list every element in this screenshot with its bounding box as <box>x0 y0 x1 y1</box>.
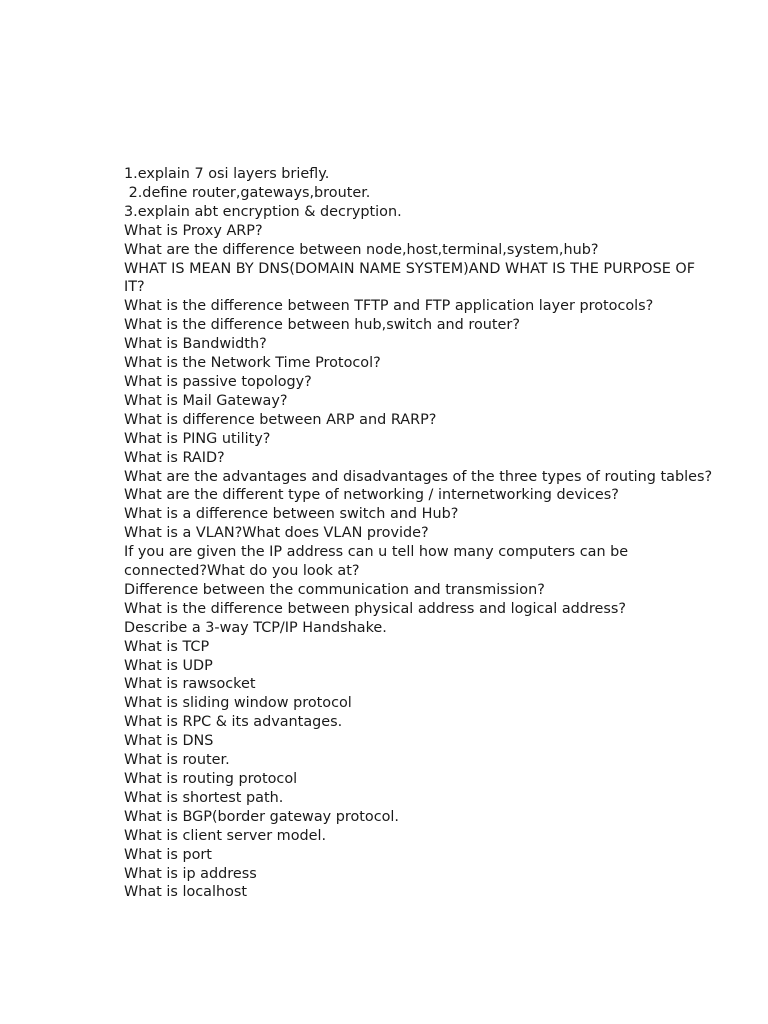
question-line: Difference between the communication and transmission? <box>124 581 545 598</box>
question-line: What is shortest path. <box>124 789 284 806</box>
question-line: What is PING utility? <box>124 430 271 447</box>
question-line: What is the difference between hub,switch and router? <box>124 317 520 334</box>
question-line: What is passive topology? <box>124 373 312 390</box>
question-line: What is the Network Time Protocol? <box>124 355 381 372</box>
question-line: What is Bandwidth? <box>124 336 267 353</box>
question-line: Describe a 3-way TCP/IP Handshake. <box>124 619 387 636</box>
question-line: What is ip address <box>124 865 257 882</box>
question-line: What is the difference between physical address and logical address? <box>124 600 627 617</box>
question-line: What is RPC & its advantages. <box>124 714 343 731</box>
question-line: What is RAID? <box>124 449 225 466</box>
question-line: What is BGP(border gateway protocol. <box>124 808 400 825</box>
question-line: What is the difference between TFTP and FTP application layer protocols? <box>124 298 654 315</box>
question-line: What are the different type of networking / internetworking devices? <box>124 487 619 504</box>
question-line: What is Proxy ARP? <box>124 222 263 239</box>
question-line: What is UDP <box>124 657 213 674</box>
question-line: 1.explain 7 osi layers briefly. <box>124 166 330 182</box>
question-line: What is router. <box>124 752 230 769</box>
question-line: What is sliding window protocol <box>124 695 352 712</box>
question-list <box>124 165 714 902</box>
question-line: What is client server model. <box>124 827 327 844</box>
question-line: What is port <box>124 846 212 863</box>
question-line: What is rawsocket <box>124 676 256 693</box>
question-line: What are the advantages and disadvantages of the three types of routing tables? <box>124 468 713 485</box>
question-line: If you are given the IP address can u tell how many computers can be connected?What do you look at? <box>124 544 633 580</box>
question-line: WHAT IS MEAN BY DNS(DOMAIN NAME SYSTEM)AND WHAT IS THE PURPOSE OF IT? <box>124 260 700 296</box>
question-line: What are the difference between node,host,terminal,system,hub? <box>124 241 599 258</box>
question-line: What is difference between ARP and RARP? <box>124 411 437 428</box>
question-line: What is localhost <box>124 884 248 901</box>
question-line: What is routing protocol <box>124 771 298 787</box>
question-line: What is TCP <box>124 638 210 655</box>
question-line: 2.define router,gateways,brouter. <box>124 184 371 201</box>
question-line: What is DNS <box>124 733 214 750</box>
question-line: What is a difference between switch and Hub? <box>124 506 459 523</box>
question-line: What is a VLAN?What does VLAN provide? <box>124 525 429 542</box>
question-line: What is Mail Gateway? <box>124 392 288 409</box>
question-line: 3.explain abt encryption & decryption. <box>124 203 402 220</box>
